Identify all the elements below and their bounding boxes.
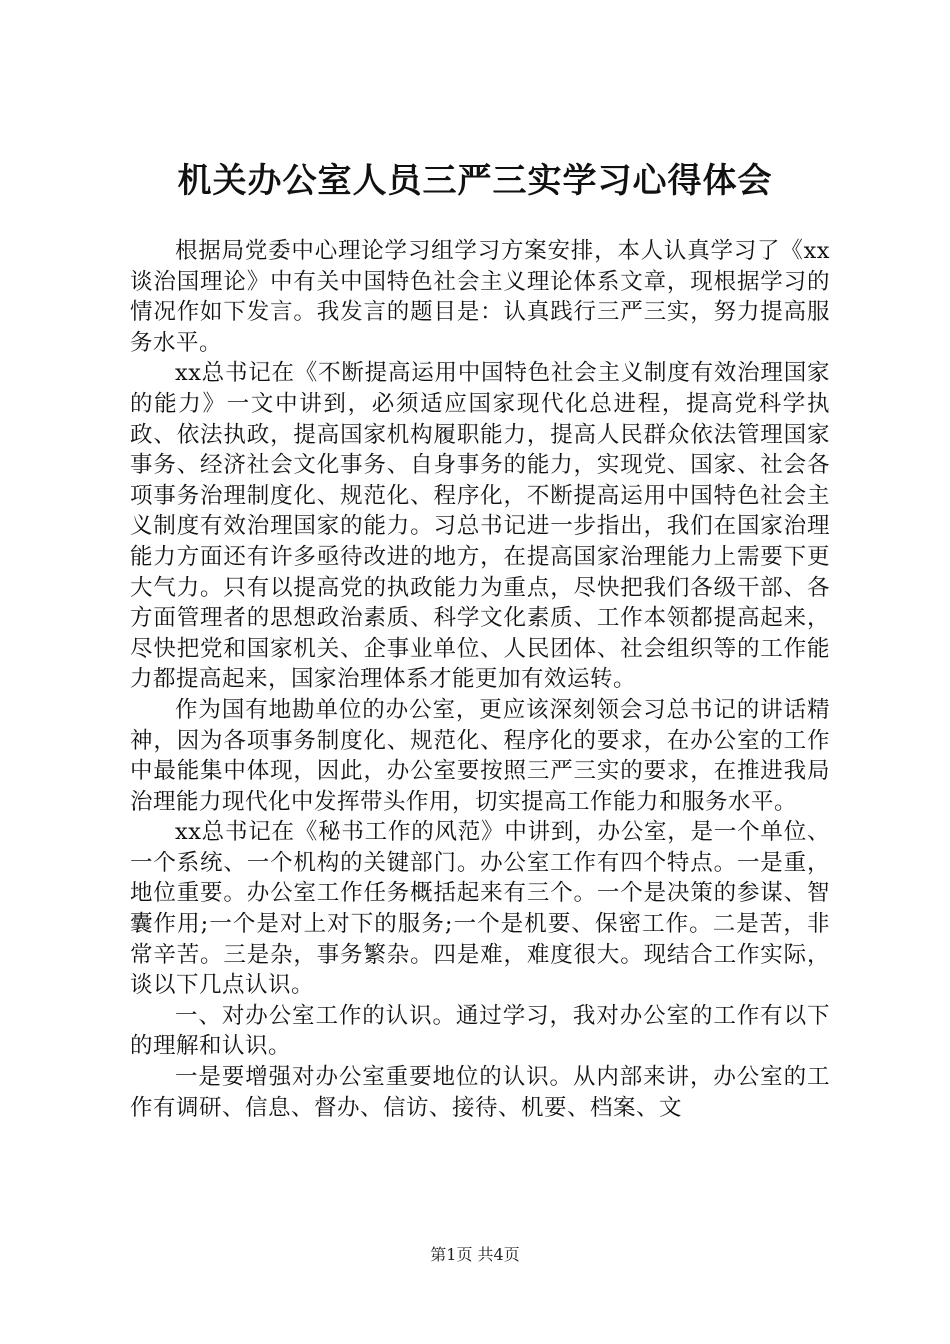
document-body — [130, 236, 830, 1123]
document-title: 机关办公室人员三严三实学习心得体会 — [177, 161, 773, 201]
paragraph: 根据局党委中心理论学习组学习方案安排，本人认真学习了《xx谈治国理论》中有关中国特色社会主义理论体系文章，现根据学习的情况作如下发言。我发言的题目是：认真践行三严三实，努力提高服务水平。 — [130, 238, 830, 356]
paragraph: xx总书记在《不断提高运用中国特色社会主义制度有效治理国家的能力》一文中讲到，必须适应国家现代化总进程，提高党科学执政、依法执政，提高国家机构履职能力，提高人民群众依法管理国家事务、经济社会文化事务、自身事务的能力，实现党、国家、社会各项事务治理制度化、规范化、程序化，不断提高运用中国特色社会主义制度有效治理国家的能力。习总书记进一步指出，我们在国家治理能力方面还有许多亟待改进的地方，在提高国家治理能力上需要下更大气力。只有以提高党的执政能力为重点，尽快把我们各级干部、各方面管理者的思想政治素质、科学文化素质、工作本领都提高起来，尽快把党和国家机关、企事业单位、人民团体、社会组织等的工作能力都提高起来，国家治理体系才能更加有效运转。 — [130, 360, 830, 693]
paragraph: 作为国有地勘单位的办公室，更应该深刻领会习总书记的讲话精神，因为各项事务制度化、规范化、程序化的要求，在办公室的工作中最能集中体现，因此，办公室要按照三严三实的要求，在推进我局治理能力现代化中发挥带头作用，切实提高工作能力和服务水平。 — [130, 696, 830, 815]
page-number-footer: 第1页 共4页 — [430, 1245, 520, 1264]
paragraph: xx总书记在《秘书工作的风范》中讲到，办公室，是一个单位、一个系统、一个机构的关键部门。办公室工作有四个特点。一是重，地位重要。办公室工作任务概括起来有三个。一个是决策的参谋、智囊作用;一个是对上对下的服务;一个是机要、保密工作。二是苦，非常辛苦。三是杂，事务繁杂。四是难，难度很大。现结合工作实际，谈以下几点认识。 — [130, 819, 830, 999]
paragraph: 一是要增强对办公室重要地位的认识。从内部来讲，办公室的工作有调研、信息、督办、信访、接待、机要、档案、文 — [130, 1064, 830, 1121]
paragraph: 一、对办公室工作的认识。通过学习，我对办公室的工作有以下的理解和认识。 — [130, 1002, 830, 1060]
